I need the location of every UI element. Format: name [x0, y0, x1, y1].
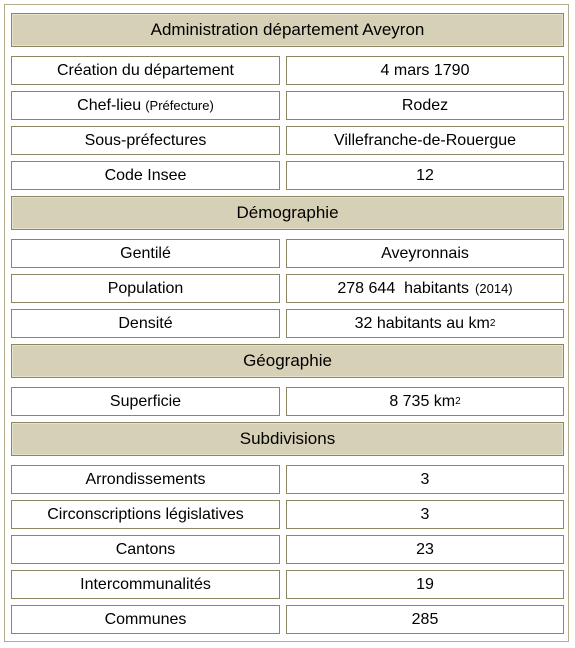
infobox — [4, 4, 569, 642]
population-year-note: (2014) — [475, 281, 513, 296]
section-header-administration: Administration département Aveyron — [11, 13, 564, 47]
row-label-arrondissements: Arrondissements — [11, 465, 280, 494]
row-value-sous-prefectures: Villefranche-de-Rouergue — [286, 126, 564, 155]
superficie-value-text: 8 735 km — [389, 392, 456, 410]
row-value-intercommunalites: 19 — [286, 570, 564, 599]
section-header-subdivisions: Subdivisions — [11, 422, 564, 456]
row-label-chef-lieu — [11, 91, 280, 120]
row-value-population — [286, 274, 564, 303]
row-label-code-insee: Code Insee — [11, 161, 280, 190]
row-value-circonscriptions: 3 — [286, 500, 564, 529]
row-value-gentile: Aveyronnais — [286, 239, 564, 268]
row-label-circonscriptions: Circonscriptions législatives — [11, 500, 280, 529]
row-value-code-insee: 12 — [286, 161, 564, 190]
row-value-densite: 32 habitants au km 2 — [286, 309, 564, 338]
row-label-communes: Communes — [11, 605, 280, 634]
population-value-text: 278 644 habitants — [337, 279, 470, 297]
row-label-superficie: Superficie — [11, 387, 280, 416]
row-value-superficie: 8 735 km 2 — [286, 387, 564, 416]
row-value-cantons: 23 — [286, 535, 564, 564]
chef-lieu-label-note: (Préfecture) — [145, 98, 214, 113]
row-label-cantons: Cantons — [11, 535, 280, 564]
row-label-densite: Densité — [11, 309, 280, 338]
row-label-population: Population — [11, 274, 280, 303]
row-label-intercommunalites: Intercommunalités — [11, 570, 280, 599]
row-value-creation: 4 mars 1790 — [286, 56, 564, 85]
row-label-sous-prefectures: Sous-préfectures — [11, 126, 280, 155]
row-value-chef-lieu: Rodez — [286, 91, 564, 120]
section-header-geographie: Géographie — [11, 344, 564, 378]
chef-lieu-label-text: Chef-lieu — [77, 96, 142, 114]
densite-value-text: 32 habitants au km — [354, 314, 490, 332]
row-label-gentile: Gentilé — [11, 239, 280, 268]
section-header-demographie: Démographie — [11, 196, 564, 230]
row-label-creation: Création du département — [11, 56, 280, 85]
row-value-arrondissements: 3 — [286, 465, 564, 494]
row-value-communes: 285 — [286, 605, 564, 634]
